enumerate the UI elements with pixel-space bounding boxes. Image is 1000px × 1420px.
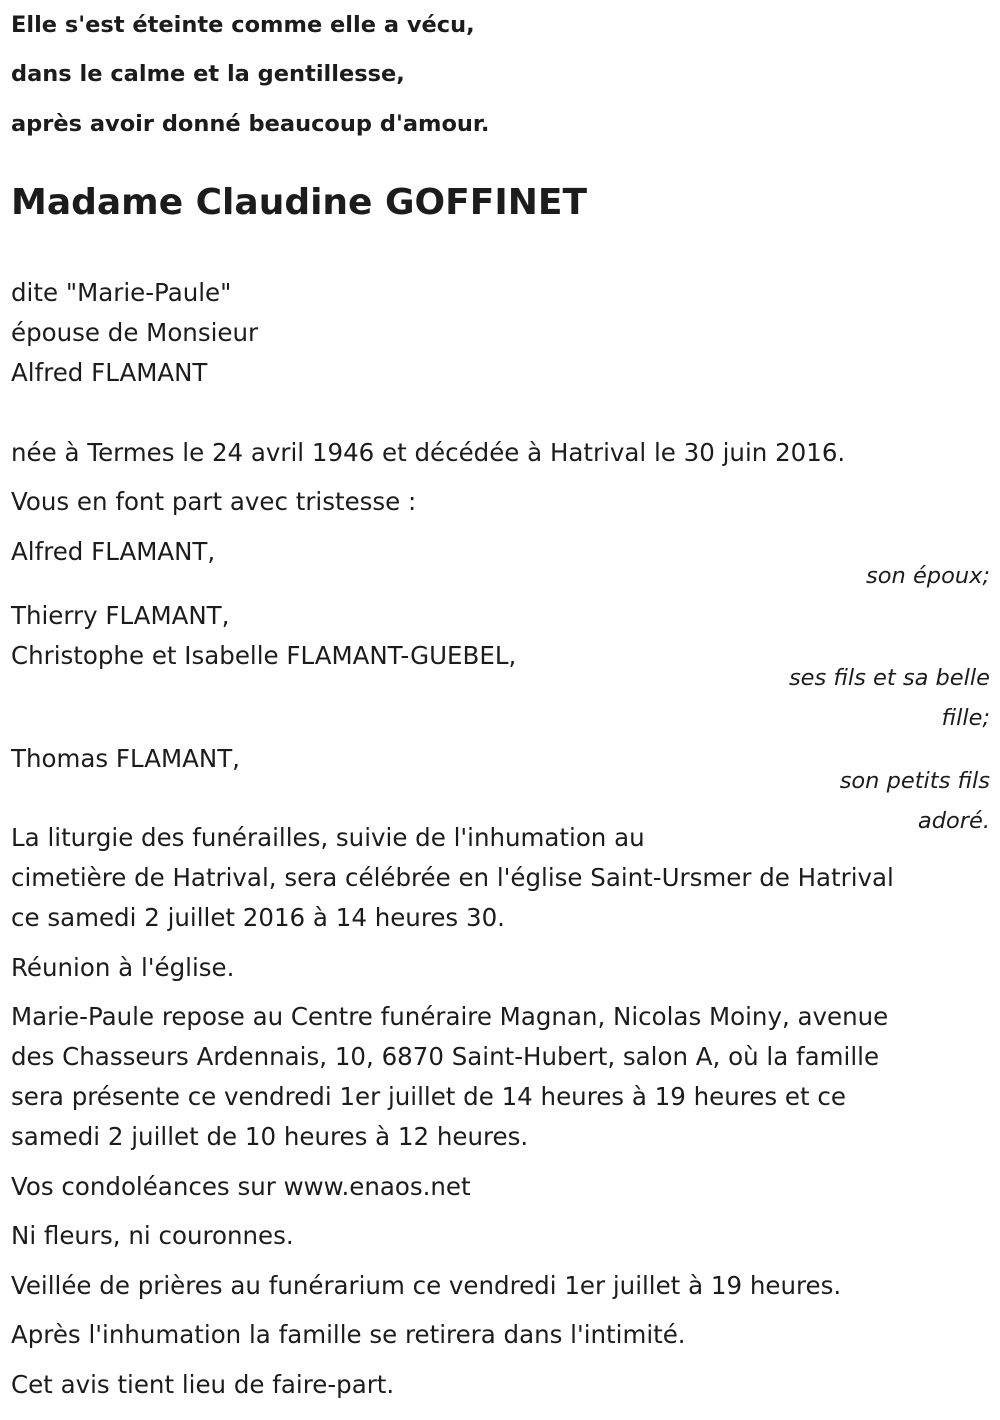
notice-info: Cet avis tient lieu de faire-part.	[11, 1370, 395, 1399]
sons-role-line-2: fille;	[941, 705, 990, 731]
intro-line-2: dans le calme et la gentillesse,	[11, 61, 405, 87]
visitation-line-3: sera présente ce vendredi 1er juillet de 14 heures à 19 heures et ce	[11, 1082, 846, 1111]
visitation-line-4: samedi 2 juillet de 10 heures à 12 heures.	[11, 1122, 529, 1151]
family-son-1: Thierry FLAMANT,	[11, 601, 230, 630]
intro-line-1: Elle s'est éteinte comme elle a vécu,	[11, 12, 475, 38]
sons-role-line-1: ses fils et sa belle	[788, 665, 990, 691]
deceased-name: Madame Claudine GOFFINET	[11, 182, 588, 223]
ceremony-line-2: cimetière de Hatrival, sera célébrée en l'église Saint-Ursmer de Hatrival	[11, 863, 894, 892]
condolences-link: Vos condoléances sur www.enaos.net	[11, 1172, 471, 1201]
spouse-line-1: épouse de Monsieur	[11, 318, 259, 347]
meeting-info: Réunion à l'église.	[11, 953, 235, 982]
ceremony-line-1: La liturgie des funérailles, suivie de l'inhumation au	[11, 823, 645, 852]
family-son-2: Christophe et Isabelle FLAMANT-GUEBEL,	[11, 641, 517, 670]
family-husband: Alfred FLAMANT,	[11, 537, 216, 566]
visitation-line-1: Marie-Paule repose au Centre funéraire Magnan, Nicolas Moiny, avenue	[11, 1002, 889, 1031]
grandson-role-line-2: adoré.	[917, 808, 990, 834]
intro-line-3: après avoir donné beaucoup d'amour.	[11, 111, 490, 137]
husband-role: son époux;	[866, 563, 990, 589]
deceased-alias: dite "Marie-Paule"	[11, 278, 232, 307]
ceremony-line-3: ce samedi 2 juillet 2016 à 14 heures 30.	[11, 903, 505, 932]
family-grandson: Thomas FLAMANT,	[11, 744, 240, 773]
grandson-role-line-1: son petits fils	[839, 768, 990, 794]
announcement: Vous en font part avec tristesse :	[11, 487, 417, 516]
visitation-line-2: des Chasseurs Ardennais, 10, 6870 Saint-Hubert, salon A, où la famille	[11, 1042, 880, 1071]
birth-death: née à Termes le 24 avril 1946 et décédée à Hatrival le 30 juin 2016.	[11, 438, 846, 467]
spouse-line-2: Alfred FLAMANT	[11, 358, 208, 387]
vigil-info: Veillée de prières au funérarium ce vendredi 1er juillet à 19 heures.	[11, 1271, 842, 1300]
no-flowers: Ni fleurs, ni couronnes.	[11, 1221, 294, 1250]
burial-info: Après l'inhumation la famille se retirera dans l'intimité.	[11, 1320, 686, 1349]
